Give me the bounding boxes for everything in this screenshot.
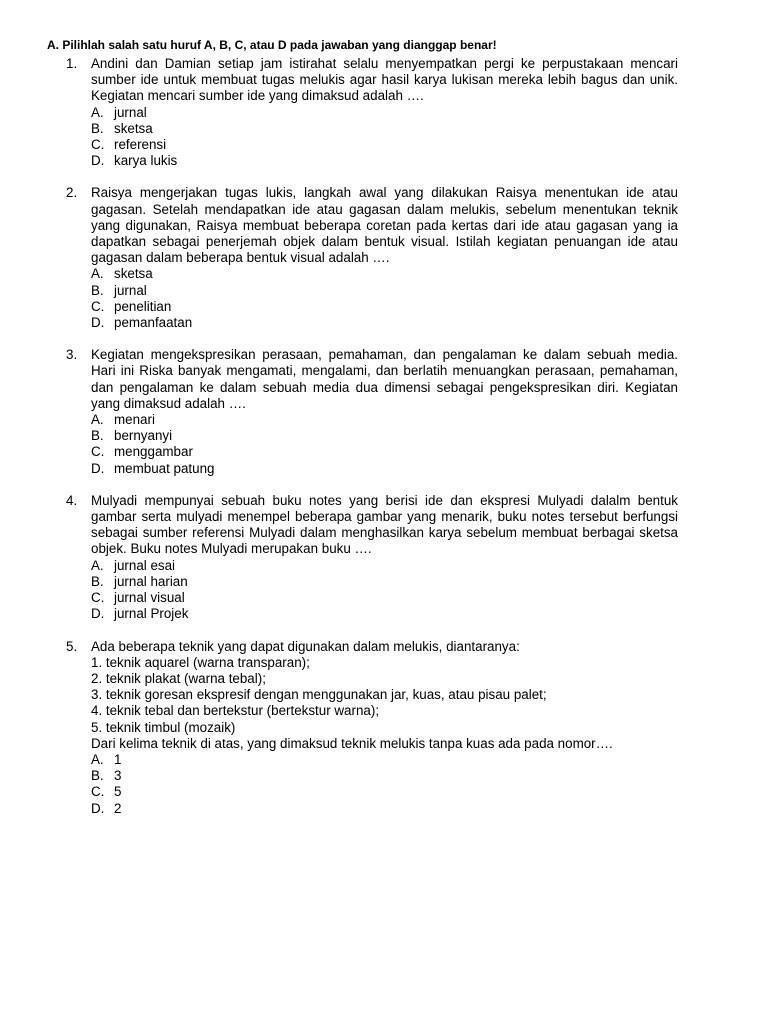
option-a[interactable] [91,752,678,768]
question-intro: Ada beberapa teknik yang dapat digunakan dalam melukis, diantaranya: [91,638,520,654]
option-letter: C. [91,784,105,800]
question-text: Mulyadi mempunyai sebuah buku notes yang berisi ide dan ekspresi Mulyadi dalalm bentuk gambar serta mulyadi menempel beberapa gambar yang menarik, buku notes tersebut berfungsi sebagai sumber referensi Mulyadi dalam menghasilkan karya sebelum membuat berbagai sketsa objek. Buku notes Mulyadi merupakan buku …. [91,492,678,557]
option-c[interactable] [91,299,678,315]
option-d[interactable] [91,801,678,817]
question-text: Dari kelima teknik di atas, yang dimaksud teknik melukis tanpa kuas ada pada nomor…. [91,735,613,751]
technique-item: 5. teknik timbul (mozaik) [91,719,236,735]
option-letter: C. [91,298,105,314]
option-d[interactable] [91,461,678,477]
option-b[interactable] [91,428,678,444]
option-letter: A. [91,412,104,428]
question-text: Andini dan Damian setiap jam istirahat selalu menyempatkan pergi ke perpustakaan mencari sumber ide untuk membuat tugas melukis agar hasil karya lukisan mereka lebih bagus dan unik. Kegiatan mencari sumber ide yang dimaksud adalah …. [91,56,678,104]
option-text: 1 [114,751,122,767]
option-b[interactable] [91,121,678,137]
option-text: jurnal harian [114,573,188,589]
option-letter: C. [91,137,105,153]
option-letter: A. [91,266,104,282]
option-c[interactable] [91,784,678,800]
option-b[interactable] [91,768,678,784]
option-text: sketsa [114,266,153,282]
option-text: jurnal [114,282,147,298]
option-text: membuat patung [114,460,215,476]
question-number: 1. [66,56,78,71]
option-a[interactable] [91,558,678,574]
option-text: jurnal Projek [114,606,189,622]
option-letter: D. [91,315,105,331]
question-4 [66,493,678,623]
option-b[interactable] [91,574,678,590]
section-heading: A. Pilihlah salah satu huruf A, B, C, atau D pada jawaban yang dianggap benar! [47,38,497,52]
option-letter: B. [91,282,104,298]
option-letter: A. [91,557,104,573]
option-b[interactable] [91,283,678,299]
question-2 [66,185,678,331]
option-text: 2 [114,800,122,816]
question-number: 5. [66,638,78,654]
technique-item: 4. teknik tebal dan bertekstur (bertekstur warna); [91,703,380,719]
option-c[interactable] [91,590,678,606]
option-letter: D. [91,153,105,169]
option-text: sketsa [114,120,153,136]
option-text: pemanfaatan [114,315,193,331]
question-text: Raisya mengerjakan tugas lukis, langkah awal yang dilakukan Raisya menentukan ide atau gagasan. Setelah mendapatkan ide atau gagasan dalam melukis, sebelum menentukan teknik yang digunakan, Raisya membuat beberapa coretan pada kertas dari ide atau gagasan yang ia dapatkan sebagai penerjemah objek dalam bentuk visual. Istilah kegiatan penuangan ide atau gagasan dalam beberapa bentuk visual adalah …. [91,185,678,266]
option-letter: B. [91,428,104,444]
question-number: 3. [66,347,78,363]
question-list [66,56,678,833]
option-text: menggambar [114,444,193,460]
question-number: 2. [66,185,78,201]
option-text: karya lukis [114,153,178,169]
option-text: bernyanyi [114,428,173,444]
option-letter: A. [91,104,104,120]
option-text: jurnal [114,104,147,120]
option-d[interactable] [91,315,678,331]
option-text: referensi [114,137,167,153]
option-text: 3 [114,768,122,784]
option-text: penelitian [114,298,172,314]
option-letter: D. [91,800,105,816]
option-letter: C. [91,444,105,460]
option-c[interactable] [91,444,678,460]
option-text: jurnal esai [114,557,176,573]
option-text: menari [114,412,155,428]
option-a[interactable] [91,266,678,282]
technique-item: 2. teknik plakat (warna tebal); [91,670,266,686]
technique-item: 1. teknik aquarel (warna transparan); [91,654,310,670]
option-letter: B. [91,573,104,589]
technique-item: 3. teknik goresan ekspresif dengan menggunakan jar, kuas, atau pisau palet; [91,687,547,703]
option-letter: D. [91,606,105,622]
option-c[interactable] [91,137,678,153]
question-5 [66,639,678,817]
question-1 [66,56,678,169]
option-a[interactable] [91,105,678,121]
option-a[interactable] [91,412,678,428]
option-letter: C. [91,590,105,606]
option-letter: B. [91,768,104,784]
option-text: 5 [114,784,122,800]
option-d[interactable] [91,153,678,169]
option-letter: B. [91,120,104,136]
option-letter: D. [91,460,105,476]
option-text: jurnal visual [114,590,185,606]
option-letter: A. [91,751,104,767]
option-d[interactable] [91,606,678,622]
question-text: Kegiatan mengekspresikan perasaan, pemahaman, dan pengalaman ke dalam sebuah media. Hari ini Riska banyak mengamati, mengalami, dan berlatih menuangkan perasaan, pemahaman, dan pengalaman ke dalam sebuah media dua dimensi sebagai pengekspresikan diri. Kegiatan yang dimaksud adalah …. [91,347,678,411]
question-number: 4. [66,492,78,508]
question-3 [66,347,678,477]
